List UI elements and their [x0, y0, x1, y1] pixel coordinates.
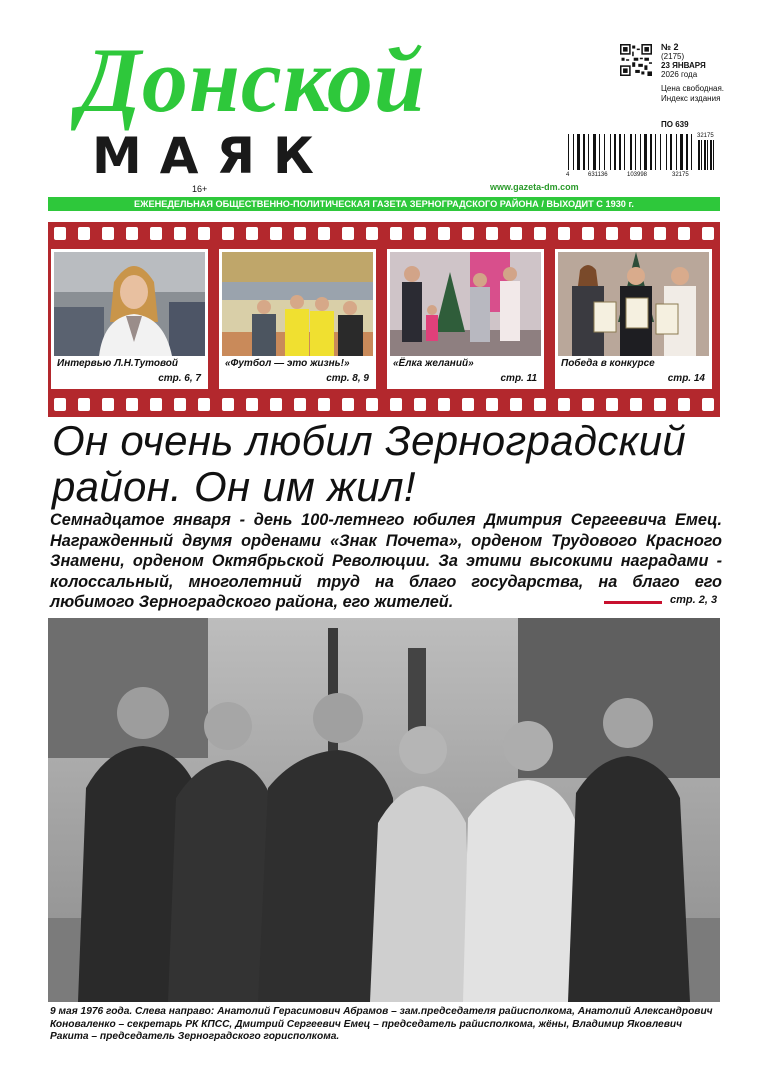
film-perforation [318, 398, 330, 411]
film-perforation [654, 398, 666, 411]
film-perforation [678, 398, 690, 411]
film-perforation [246, 398, 258, 411]
index-code: ПО 639 [661, 120, 689, 129]
teaser-film-strip [48, 222, 720, 417]
woman-portrait-photo-icon [54, 252, 205, 356]
price-text: Цена свободная. Индекс издания [661, 84, 725, 103]
barcode-digit-group: 103998 [627, 172, 648, 178]
film-perforation [222, 227, 234, 240]
teaser-pages: стр. 11 [500, 373, 537, 384]
film-perforation [270, 398, 282, 411]
film-perforation [270, 227, 282, 240]
film-perforation [78, 227, 90, 240]
christmas-tree-photo-icon [390, 252, 541, 356]
teaser-card[interactable] [219, 249, 376, 389]
film-perforation [486, 398, 498, 411]
film-perforation [294, 227, 306, 240]
film-perforation [558, 227, 570, 240]
barcode-digit-group: 631136 [588, 172, 608, 178]
masthead-title-top: Донской [78, 29, 427, 131]
teaser-caption: Интервью Л.Н.Тутовой [57, 358, 179, 369]
film-perforations-bottom [48, 398, 720, 418]
film-perforation [534, 398, 546, 411]
film-perforation [318, 227, 330, 240]
film-perforation [582, 227, 594, 240]
film-perforation [126, 227, 138, 240]
film-perforation [366, 398, 378, 411]
issue-total-number: (2175) [661, 52, 685, 61]
teaser-caption: «Ёлка желаний» [393, 358, 474, 369]
film-perforation [606, 227, 618, 240]
qr-code-icon [620, 44, 652, 76]
film-perforation [414, 227, 426, 240]
teaser-caption: Победа в конкурсе [561, 358, 655, 369]
teaser-pages: стр. 8, 9 [326, 373, 369, 384]
film-perforation [414, 398, 426, 411]
teaser-card[interactable] [387, 249, 544, 389]
teaser-pages: стр. 6, 7 [158, 373, 201, 384]
film-perforation [222, 398, 234, 411]
photo-caption: 9 мая 1976 года. Слева направо: Анатолий Герасимович Абрамов – зам.председателя райисполкома, Анатолий Александрович Коноваленко – секретарь РК КПСС, Дмитрий Сергеевич Емец – председатель райисполкома, жёны, Владимир Яковлевич Ракита – председатель Зерноградского горисполкома. [50, 1006, 713, 1042]
film-perforation [150, 398, 162, 411]
film-perforation [486, 227, 498, 240]
article-lead: Семнадцатое января - день 100-летнего юбилея Дмитрия Сергеевича Емец. Награжденный двумя орденами «Знак Почета», орденом Трудового Красного Знамени, орденом Октябрьской Революции. За этими высокими наградами - колоссальный, многолетний труд на благо государства, на благо его любимого Зерноградского района, его жителей. [50, 511, 722, 611]
barcode-digit-group: 32175 [672, 172, 689, 178]
film-perforation [390, 227, 402, 240]
film-perforation [558, 398, 570, 411]
red-divider [604, 601, 662, 604]
film-perforation [54, 227, 66, 240]
film-perforation [438, 398, 450, 411]
film-perforation [582, 398, 594, 411]
film-perforation [246, 227, 258, 240]
film-perforation [174, 227, 186, 240]
film-perforation [438, 227, 450, 240]
teaser-pages: стр. 14 [667, 373, 705, 384]
barcode-icon [566, 134, 716, 176]
film-perforations-top [48, 227, 720, 247]
film-perforation [462, 398, 474, 411]
film-perforation [150, 227, 162, 240]
film-perforation [702, 398, 714, 411]
issue-year: 2026 года [661, 70, 698, 79]
film-perforation [678, 227, 690, 240]
film-perforation [126, 398, 138, 411]
film-perforation [366, 227, 378, 240]
teaser-card[interactable] [51, 249, 208, 389]
teaser-card[interactable] [555, 249, 712, 389]
film-perforation [630, 227, 642, 240]
football-team-photo-icon [222, 252, 373, 356]
masthead-title-bottom: МАЯК [92, 127, 332, 185]
film-perforation [534, 227, 546, 240]
film-perforation [174, 398, 186, 411]
film-perforation [510, 398, 522, 411]
article-headline[interactable]: Он очень любил Зерноградский район. Он им жил! [52, 417, 687, 510]
film-perforation [54, 398, 66, 411]
film-perforation [198, 227, 210, 240]
film-perforation [390, 398, 402, 411]
film-perforation [606, 398, 618, 411]
issue-number: № 2 [661, 42, 679, 52]
tagline-bar: ЕЖЕНЕДЕЛЬНАЯ ОБЩЕСТВЕННО-ПОЛИТИЧЕСКАЯ ГАЗЕТА ЗЕРНОГРАДСКОГО РАЙОНА / ВЫХОДИТ С 1930 г. [48, 197, 720, 211]
film-perforation [510, 227, 522, 240]
website-link[interactable]: www.gazeta-dm.com [490, 182, 579, 192]
historical-group-photo-icon [48, 618, 720, 1002]
barcode-addon-digits: 32175 [697, 133, 714, 139]
film-perforation [342, 227, 354, 240]
teaser-caption: «Футбол — это жизнь!» [225, 358, 350, 369]
award-winners-photo-icon [558, 252, 709, 356]
film-perforation [702, 227, 714, 240]
issue-date: 23 ЯНВАРЯ [661, 61, 706, 70]
film-perforation [294, 398, 306, 411]
film-perforation [654, 227, 666, 240]
age-rating: 16+ [192, 184, 208, 194]
film-perforation [102, 398, 114, 411]
film-perforation [462, 227, 474, 240]
film-perforation [342, 398, 354, 411]
film-perforation [102, 227, 114, 240]
barcode-digit-group: 4 [566, 172, 570, 178]
article-pages: стр. 2, 3 [670, 594, 718, 606]
film-perforation [198, 398, 210, 411]
film-perforation [630, 398, 642, 411]
film-perforation [78, 398, 90, 411]
